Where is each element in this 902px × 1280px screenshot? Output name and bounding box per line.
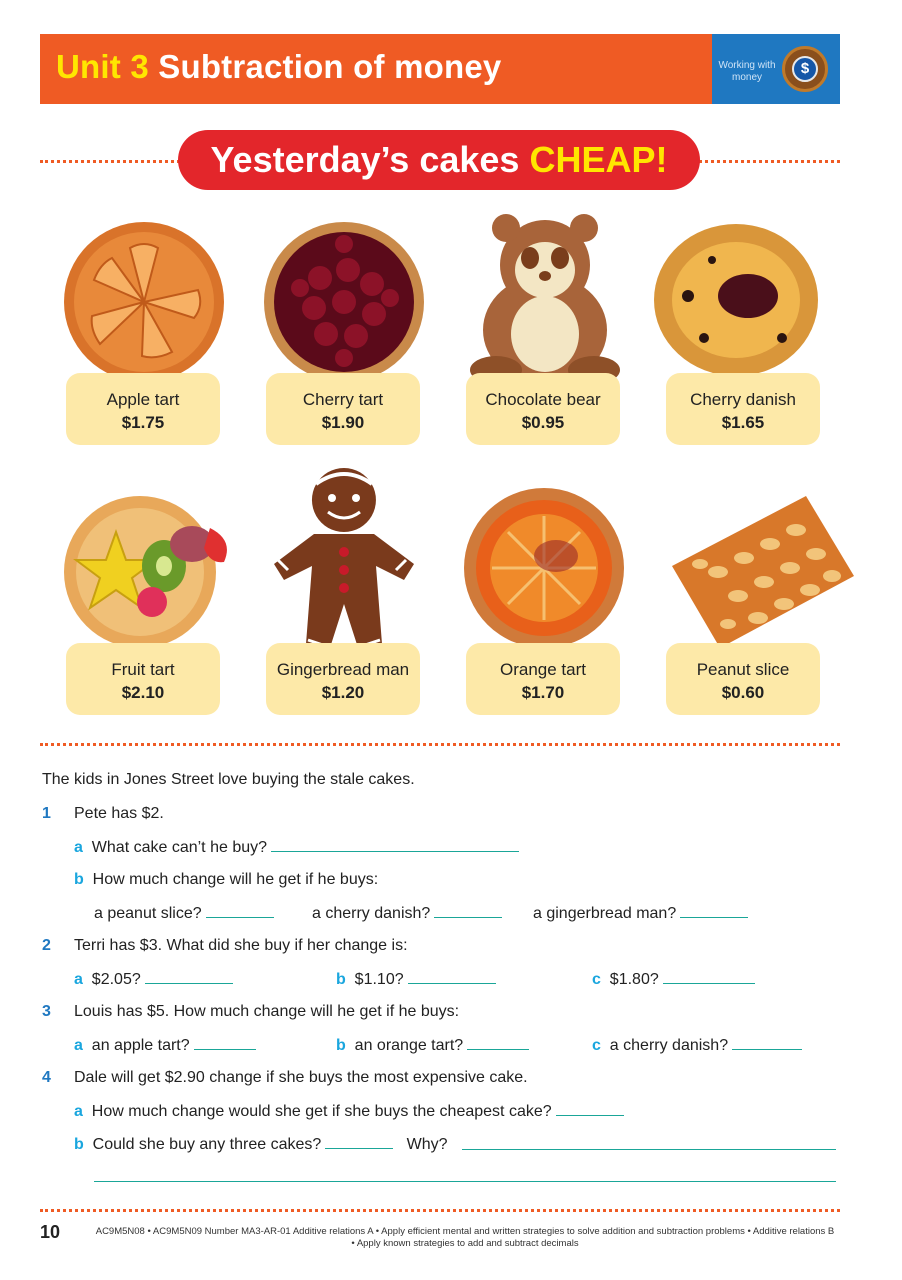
part-text: a peanut slice? [94,905,202,922]
question-1b-ii [312,903,502,924]
cherry-tart-image [260,218,428,386]
cake-price: $0.60 [721,683,765,702]
question-2b [336,969,496,990]
part-text: an apple tart? [91,1037,190,1054]
coin-icon [782,46,828,92]
question-2-text: Terri has $3. What did she buy if her change is: [74,937,408,954]
cake-name: Peanut slice [696,660,790,679]
answer-line[interactable] [271,837,519,852]
part-text: $1.80? [609,971,659,988]
part-text: $1.10? [354,971,404,988]
part-text: What cake can’t he buy? [91,839,268,856]
cake-price: $1.65 [721,413,765,432]
question-1-text: Pete has $2. [74,805,164,822]
extra-answer-line[interactable] [94,1181,836,1182]
answer-line[interactable] [680,903,748,918]
part-letter: b [74,871,84,888]
topic-badge-text: Working with money [718,60,776,83]
question-3-text: Louis has $5. How much change will he get if he buys: [74,1003,460,1020]
cake-name: Chocolate bear [485,390,601,409]
orange-tart-image [460,486,628,650]
question-number: 4 [42,1069,51,1086]
part-letter: b [336,971,346,988]
page-number: 10 [40,1222,61,1242]
question-1b [74,870,378,890]
part-letter: b [74,1136,84,1153]
intro-text: The kids in Jones Street love buying the stale cakes. [42,771,415,788]
fruit-tart-image [60,492,232,652]
question-2a [74,969,233,990]
cake-name: Apple tart [106,390,180,409]
part-text: How much change will he get if he buys: [92,871,379,888]
cake-price: $1.75 [121,413,165,432]
why-label: Why? [406,1136,448,1153]
part-text: How much change would she get if she buys the cheapest cake? [91,1103,552,1120]
price-card-fruit-tart [66,643,220,715]
answer-line[interactable] [145,969,233,984]
price-card-chocolate-bear [466,373,620,445]
price-card-cherry-tart [266,373,420,445]
curriculum-codes [90,1226,840,1250]
part-letter: a [74,971,83,988]
cherry-danish-image [652,220,820,380]
question-number: 3 [42,1003,51,1020]
unit-number: Unit 3 [56,48,149,85]
question-1a [74,837,519,858]
answer-line[interactable] [206,903,274,918]
gingerbread-man-image [264,464,424,660]
price-card-gingerbread-man [266,643,420,715]
question-1b-iii [533,903,748,924]
part-letter: b [336,1037,346,1054]
price-card-peanut-slice [666,643,820,715]
peanut-slice-image [668,492,858,650]
answer-line[interactable] [434,903,502,918]
page-title [56,48,501,86]
answer-line[interactable] [732,1035,802,1050]
topic-badge [712,34,840,104]
chocolate-bear-image [466,210,624,388]
part-text: a gingerbread man? [533,905,677,922]
question-4b [74,1134,448,1155]
answer-line[interactable] [467,1035,529,1050]
price-card-apple-tart [66,373,220,445]
part-letter: a [74,1037,83,1054]
curriculum-line-1: AC9M5N08 • AC9M5N09 Number MA3-AR-01 Additive relations A • Apply efficient mental and written strategies to solve addition and subtraction problems • Additive relations B [95,1226,835,1237]
banner-text: Yesterday’s cakes [210,139,520,180]
part-letter: c [592,971,601,988]
question-4-text: Dale will get $2.90 change if she buys the most expensive cake. [74,1069,528,1086]
part-text: $2.05? [91,971,141,988]
answer-line[interactable] [556,1101,624,1116]
question-2c [592,969,755,990]
answer-line[interactable] [408,969,496,984]
cake-name: Fruit tart [111,660,175,679]
banner-highlight: CHEAP! [529,139,668,180]
question-number: 2 [42,937,51,954]
cake-price: $2.10 [121,683,165,702]
question-3b [336,1035,529,1056]
cake-name: Cherry tart [302,390,384,409]
part-letter: c [592,1037,601,1054]
cake-name: Gingerbread man [276,660,410,679]
part-letter: a [74,1103,83,1120]
apple-tart-image [60,218,228,386]
part-letter: a [74,839,83,856]
part-text: Could she buy any three cakes? [92,1136,322,1153]
cake-price: $1.70 [521,683,565,702]
part-text: a cherry danish? [312,905,431,922]
answer-line[interactable] [194,1035,256,1050]
question-4a [74,1101,624,1122]
answer-line[interactable] [325,1134,393,1149]
cakes-banner [178,130,700,190]
curriculum-line-2: • Apply known strategies to add and subtract decimals [351,1238,579,1249]
price-card-orange-tart [466,643,620,715]
price-card-cherry-danish [666,373,820,445]
part-text: an orange tart? [354,1037,464,1054]
unit-title: Subtraction of money [158,48,502,85]
divider-bottom [40,1209,840,1212]
unit-header [40,34,840,104]
question-number: 1 [42,805,51,822]
dollar-symbol: $ [792,56,818,82]
question-3c [592,1035,802,1056]
cake-price: $1.20 [321,683,365,702]
question-3a [74,1035,256,1056]
cake-price: $0.95 [521,413,565,432]
cake-price: $1.90 [321,413,365,432]
cake-name: Cherry danish [690,390,796,409]
part-text: a cherry danish? [609,1037,729,1054]
question-1b-i [94,903,274,924]
cake-name: Orange tart [500,660,586,679]
divider-middle [40,743,840,746]
answer-line[interactable] [663,969,755,984]
why-answer-line[interactable] [462,1149,836,1150]
